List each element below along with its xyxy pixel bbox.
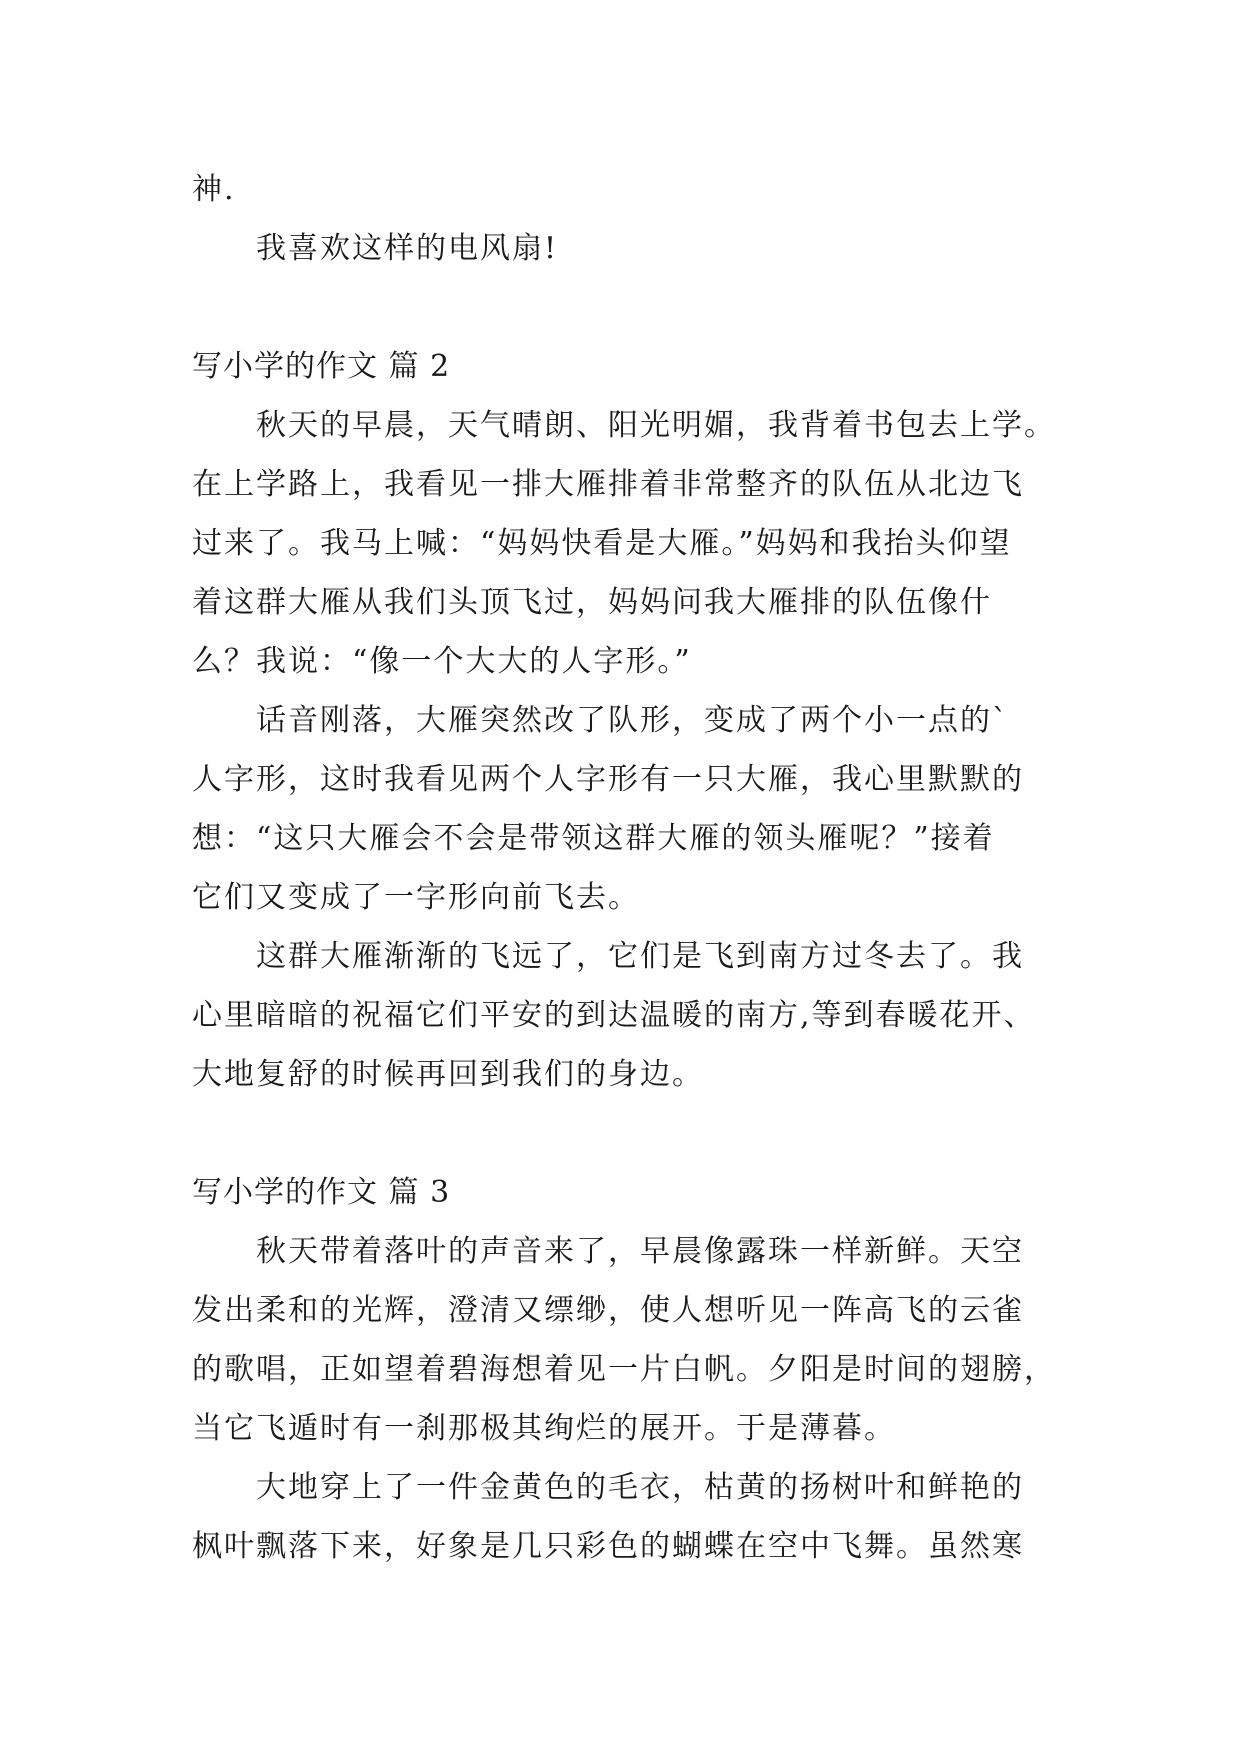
text-line: 枫叶飘落下来，好象是几只彩色的蝴蝶在空中飞舞。虽然寒 [192,1529,1024,1564]
section-gap [192,278,1062,337]
text-line: 人字形，这时我看见两个人字形有一只大雁，我心里默默的 [192,762,1024,797]
text-line: 发出柔和的光辉，澄清又缥缈，使人想听见一阵高飞的云雀 [192,1293,1024,1328]
text-line: 大地复舒的时候再回到我们的身边。 [192,1057,704,1092]
text-line: 我喜欢这样的电风扇! [256,231,559,266]
text-line: 大地穿上了一件金黄色的毛衣，枯黄的扬树叶和鲜艳的 [256,1470,1024,1505]
text-line: 它们又变成了一字形向前飞去。 [192,880,640,915]
text-line: 这群大雁渐渐的飞远了，它们是飞到南方过冬去了。我 [256,939,1024,974]
text-line: 心里暗暗的祝福它们平安的到达温暖的南方,等到春暖花开、 [192,998,1036,1033]
text-line: 当它飞遁时有一刹那极其绚烂的展开。于是薄暮。 [192,1411,896,1446]
section-gap [192,1104,1062,1163]
text-line: 想：“这只大雁会不会是带领这群大雁的领头雁呢？”接着 [192,821,995,856]
text-line: 话音刚落，大雁突然改了队形，变成了两个小一点的` [256,703,1009,738]
text-line: 在上学路上，我看见一排大雁排着非常整齐的队伍从北边飞 [192,467,1024,502]
text-line: 么？我说：“像一个大大的人字形。” [192,644,692,679]
text-line: 过来了。我马上喊：“妈妈快看是大雁。”妈妈和我抬头仰望 [192,526,1012,561]
text-line: 着这群大雁从我们头顶飞过，妈妈问我大雁排的队伍像什 [192,585,992,620]
text-line: 秋天的早晨，天气晴朗、阳光明媚，我背着书包去上学。 [256,408,1056,443]
text-line: 秋天带着落叶的声音来了，早晨像露珠一样新鲜。天空 [256,1234,1024,1269]
document-page [192,160,1062,1576]
text-line: 的歌唱，正如望着碧海想着见一片白帆。夕阳是时间的翅膀， [192,1352,1056,1387]
section-heading: 写小学的作文 篇 2 [192,349,451,384]
section-heading: 写小学的作文 篇 3 [192,1175,451,1210]
text-line: 神. [192,172,236,207]
